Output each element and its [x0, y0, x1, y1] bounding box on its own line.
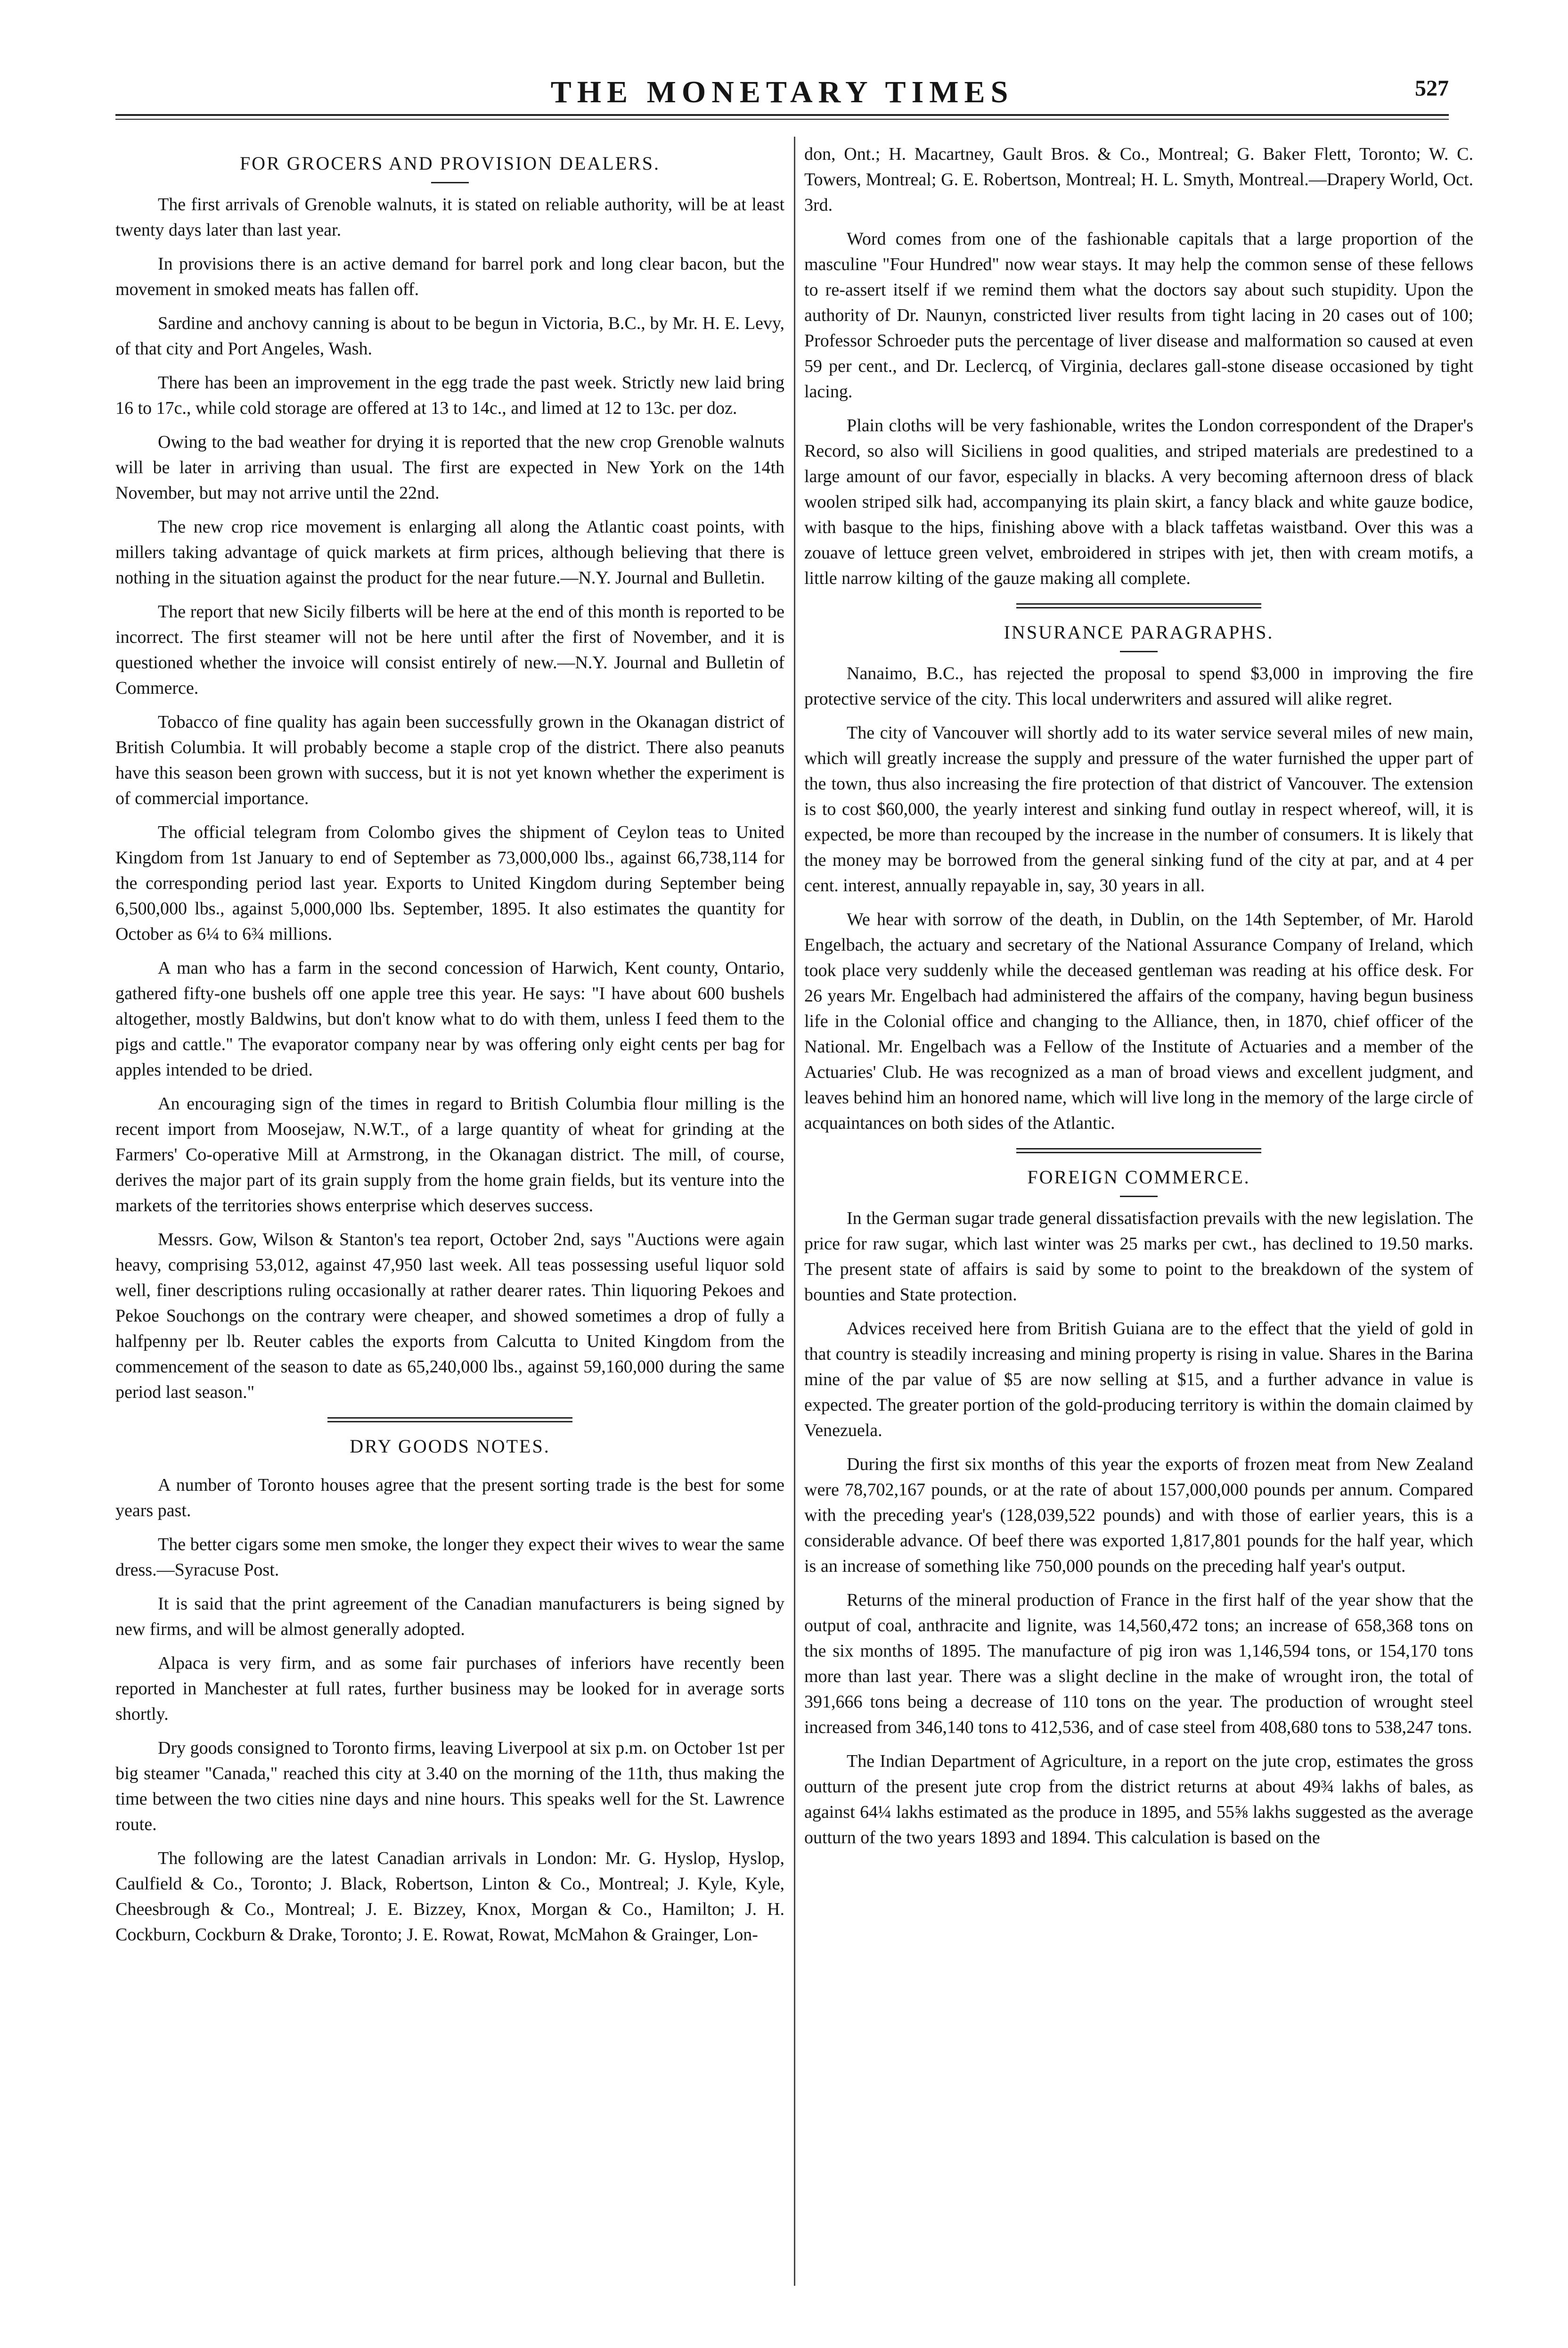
section-title-dry-goods: DRY GOODS NOTES.	[350, 1436, 550, 1457]
header-rule	[115, 114, 1449, 116]
foreign-paragraph: In the German sugar trade general dissatisfaction prevails with the new legislation. The price for raw sugar, which last winter was 25 marks per cwt., has declined to 19.50 marks. The present state of affairs is said by some to point to the breakdown of the system of bounties and State protection.	[804, 1208, 1473, 1305]
grocers-paragraph: Owing to the bad weather for drying it is reported that the new crop Grenoble walnuts will be later in arriving than usual. The first are expected in New York on the 14th November, but may not arrive until the 22nd.	[115, 432, 784, 503]
insurance-paragraph: The city of Vancouver will shortly add to its water service several miles of new main, which will greatly increase the supply and pressure of the water furnished the upper part of the town, thus also increasing the fire protection of that district of Vancouver. The extension is to cost $60,000, the yearly interest and sinking fund outlay in respect whereof, will, it is expected, be more than recouped by the increase in the number of consumers. It is likely that the money may be borrowed from the general sinking fund of the city at par, and at 4 per cent. interest, annually repayable in, say, 30 years in all.	[804, 723, 1473, 895]
dry-goods-paragraph: Alpaca is very firm, and as some fair purchases of inferiors have recently been reported in Manchester at full rates, further business may be looked for in average sorts shortly.	[115, 1653, 784, 1724]
insurance-paragraph: Nanaimo, B.C., has rejected the proposal to spend $3,000 in improving the fire protective service of the city. This local underwriters and assured will alike regret.	[804, 664, 1473, 709]
dry-goods-paragraph: A number of Toronto houses agree that the present sorting trade is the best for some years past.	[115, 1475, 784, 1520]
dry-goods-paragraph: Dry goods consigned to Toronto firms, leaving Liverpool at six p.m. on October 1st per big steamer "Canada," reached this city at 3.40 on the morning of the 11th, thus making the time between the two cities nine days and nine hours. This speaks well for the St. Lawrence route.	[115, 1738, 784, 1834]
header-rule-thin	[115, 119, 1449, 120]
column-divider	[794, 137, 795, 2286]
dry-goods-paragraph: The better cigars some men smoke, the longer they expect their wives to wear the same dress.—Syracuse Post.	[115, 1535, 784, 1580]
grocers-paragraph: There has been an improvement in the egg trade the past week. Strictly new laid bring 16 to 17c., while cold storage are offered at 13 to 14c., and limed at 12 to 13c. per doz.	[115, 373, 784, 418]
section-title-foreign-commerce: FOREIGN COMMERCE.	[1027, 1166, 1250, 1188]
section-separator	[1016, 1148, 1261, 1153]
grocers-paragraph: Messrs. Gow, Wilson & Stanton's tea report, October 2nd, says "Auctions were again heavy, comprising 53,012, against 47,950 last week. All teas possessing useful liquor sold well, finer descriptions ruling occasionally at rather dearer rates. Thin liquoring Pekoes and Pekoe Souchongs on the contrary were cheaper, and showed sometimes a drop of fully a halfpenny per lb. Reuter cables the exports from Calcutta to United Kingdom from the commencement of the season to date as 65,240,000 lbs., against 59,160,000 during the same period last season."	[115, 1230, 784, 1402]
right-column	[804, 141, 1473, 2291]
insurance-paragraph: We hear with sorrow of the death, in Dublin, on the 14th September, of Mr. Harold Engelbach, the actuary and secretary of the National Assurance Company of Ireland, which took place very suddenly while the deceased gentleman was reading at his office desk. For 26 years Mr. Engelbach had administered the affairs of the company, having begun business life in the Colonial office and changing to the Alliance, then, in 1870, chief officer of the National. Mr. Engelbach was a Fellow of the Institute of Actuaries and a member of the Actuaries' Club. He was recognized as a man of broad views and excellent judgment, and leaves behind him an honored name, which will live long in the memory of the large circle of acquaintances on both sides of the Atlantic.	[804, 910, 1473, 1133]
continued-paragraph: don, Ont.; H. Macartney, Gault Bros. & Co., Montreal; G. Baker Flett, Toronto; W. C. Towers, Montreal; G. E. Robertson, Montreal; H. L. Smyth, Montreal.—Drapery World, Oct. 3rd.	[804, 144, 1473, 215]
grocers-paragraph: The report that new Sicily filberts will be here at the end of this month is reported to be incorrect. The first steamer will not be here until after the first of November, and it is questioned whether the invoice will consist entirely of new.—N.Y. Journal and Bulletin of Commerce.	[115, 602, 784, 698]
grocers-paragraph: A man who has a farm in the second concession of Harwich, Kent county, Ontario, gathered fifty-one bushels off one apple tree this year. He says: "I have about 600 bushels altogether, mostly Baldwins, but don't know what to do with them, unless I feed them to the pigs and cattle." The evaporator company near by was offering only eight cents per bag for apples intended to be dried.	[115, 958, 784, 1080]
grocers-paragraph: Sardine and anchovy canning is about to be begun in Victoria, B.C., by Mr. H. E. Levy, of that city and Port Angeles, Wash.	[115, 313, 784, 359]
section-title-grocers: FOR GROCERS AND PROVISION DEALERS.	[239, 153, 661, 174]
foreign-paragraph: Returns of the mineral production of France in the first half of the year show that the output of coal, anthracite and lignite, was 14,560,472 tons; an increase of 658,368 tons on the six months of 1895. The manufacture of pig iron was 1,146,594 tons, or 154,170 tons more than last year. There was a slight decline in the make of wrought iron, the total of 391,666 tons being a decrease of 110 tons on the year. The production of wrought steel increased from 346,140 tons to 412,536, and of case steel from 408,680 tons to 538,247 tons.	[804, 1590, 1473, 1737]
title-rule	[431, 182, 469, 183]
grocers-paragraph: Tobacco of fine quality has again been successfully grown in the Okanagan district of British Columbia. It will probably become a staple crop of the district. There also peanuts have this season been grown with success, but it is not yet known whether the experiment is of commercial importance.	[115, 712, 784, 808]
foreign-paragraph: During the first six months of this year the exports of frozen meat from New Zealand were 78,702,167 pounds, or at the rate of about 157,000,000 pounds per annum. Compared with the preceding year's (128,039,522 pounds) and with those of earlier years, this is a considerable advance. Of beef there was exported 1,817,801 pounds for the half year, which is an increase of something like 750,000 pounds on the preceding half year's output.	[804, 1454, 1473, 1576]
grocers-paragraph: The official telegram from Colombo gives the shipment of Ceylon teas to United Kingdom from 1st January to end of September as 73,000,000 lbs., against 66,738,114 for the corresponding period last year. Exports to United Kingdom during September being 6,500,000 lbs., against 5,000,000 lbs. September, 1895. It also estimates the quantity for October as 6¼ to 6¾ millions.	[115, 822, 784, 944]
dry-goods-paragraph: It is said that the print agreement of the Canadian manufacturers is being signed by new firms, and will be almost generally adopted.	[115, 1594, 784, 1639]
foreign-paragraph: Advices received here from British Guiana are to the effect that the yield of gold in that country is steadily increasing and mining property is rising in value. Shares in the Barina mine of the par value of $5 are now selling at $15, and a further advance in value is expected. The greater portion of the gold-producing territory is within the domain claimed by Venezuela.	[804, 1319, 1473, 1440]
dry-goods-paragraph: The following are the latest Canadian arrivals in London: Mr. G. Hyslop, Hyslop, Caulfield & Co., Toronto; J. Black, Robertson, Linton & Co., Montreal; J. Kyle, Kyle, Cheesbrough & Co., Montreal; J. E. Bizzey, Knox, Morgan & Co., Hamilton; J. H. Cockburn, Cockburn & Drake, Toronto; J. E. Rowat, Rowat, McMahon & Grainger, Lon-	[115, 1848, 784, 1945]
grocers-paragraph: In provisions there is an active demand for barrel pork and long clear bacon, but the movement in smoked meats has fallen off.	[115, 254, 784, 299]
title-rule	[1120, 651, 1158, 652]
masthead: THE MONETARY TIMES	[550, 75, 1014, 109]
grocers-paragraph: An encouraging sign of the times in regard to British Columbia flour milling is the recent import from Moosejaw, N.W.T., of a large quantity of wheat for grinding at the Farmers' Co-operative Mill at Armstrong, in the Okanagan district. The mill, of course, derives the major part of its grain supply from the home grain fields, but its venture into the markets of the territories shows enterprise which deserves success.	[115, 1094, 784, 1215]
section-separator	[1016, 603, 1261, 608]
page-number: 527	[1415, 76, 1449, 101]
section-separator	[327, 1417, 572, 1422]
grocers-paragraph: The first arrivals of Grenoble walnuts, it is stated on reliable authority, will be at least twenty days later than last year.	[115, 195, 784, 240]
page-header	[115, 71, 1449, 123]
left-column	[115, 141, 784, 2291]
dry-goods-paragraph: Plain cloths will be very fashionable, writes the London correspondent of the Draper's Record, so also will Siciliens in good qualities, and striped materials are predestined to a large amount of our favor, especially in blacks. A very becoming afternoon dress of black woolen striped silk had, accompanying its plain skirt, a fancy black and white gauze bodice, with basque to the hips, finishing above with a black taffetas waistband. Over this was a zouave of lettuce green velvet, embroidered in stripes with jet, then with cream motifs, a little narrow kilting of the gauze making all complete.	[804, 416, 1473, 588]
grocers-paragraph: The new crop rice movement is enlarging all along the Atlantic coast points, with millers taking advantage of quick markets at firm prices, although believing that there is nothing in the situation against the product for the near future.—N.Y. Journal and Bulletin.	[115, 517, 784, 588]
foreign-paragraph: The Indian Department of Agriculture, in a report on the jute crop, estimates the gross outturn of the present jute crop from the district returns at about 49¾ lakhs of bales, as against 64¼ lakhs estimated as the produce in 1895, and 55⅝ lakhs suggested as the average outturn of the two years 1893 and 1894. This calculation is based on the	[804, 1751, 1473, 1847]
section-title-insurance: INSURANCE PARAGRAPHS.	[1004, 622, 1274, 643]
title-rule	[1120, 1196, 1158, 1197]
dry-goods-paragraph: Word comes from one of the fashionable capitals that a large proportion of the masculine "Four Hundred" now wear stays. It may help the common sense of these fellows to re-assert itself if we remind them what the doctors say about such stupidity. Upon the authority of Dr. Naunyn, constricted liver results from tight lacing in 20 cases out of 100; Professor Schroeder puts the percentage of liver disease and malformation so caused at even 59 per cent., and Dr. Leclercq, of Virginia, declares gall-stone disease occasioned by tight lacing.	[804, 229, 1473, 402]
